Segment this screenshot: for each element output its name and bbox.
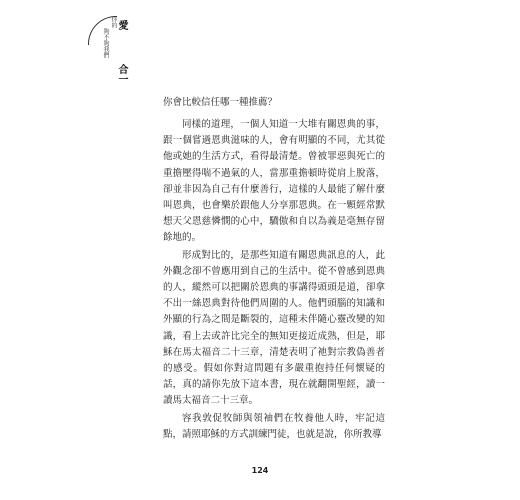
header-subtitle: 夠不夠我們 — [102, 28, 109, 58]
running-header — [88, 14, 130, 104]
body-text — [163, 96, 385, 443]
header-title-main: 愛 — [116, 20, 127, 30]
page-number: 124 — [251, 466, 269, 475]
question-heading: 你會比較信任哪一種推薦？ — [163, 97, 278, 108]
paragraph-2: 形成對比的，是那些知道有關恩典訊息的人，此外觀念卻不曾應用到自己的生活中。從不曾感到恩典的人，縱然可以把關於恩典的事講得頭頭是道，卻拿不出一絲恩典對待他們周圍的人。他們頭腦的知識和外顯的行為之間是斷裂的，這種未伴隨心靈改變的知識，看上去或許比完全的無知更接近成熟，但是，耶穌在馬太福音二十三章，清楚表明了祂對宗教偽善者的感受。假如你對這問題有多嚴重抱持任何懷疑的話，真的請你先放下這本書，現在就翻開聖經，讀一讀馬太福音二十三章。 — [163, 249, 385, 407]
header-title — [116, 20, 126, 30]
paragraph-3: 容我敦促牧師與領袖們在牧養他人時，牢記這點，請照耶穌的方式訓練門徒，也就是說，你所教導 — [163, 412, 385, 440]
paragraph-1: 同樣的道理，一個人知道一大堆有關恩典的事，跟一個嘗過恩典滋味的人，會有明顯的不同，尤其從他或她的生活方式，看得最清楚。曾被罪惡與死亡的重擔壓得喘不過氣的人，當那重擔頓時從肩上脫落，卻並非因為自己有什麼善行，這樣的人最能了解什麼叫恩典，也會樂於跟他人分享那恩典。在一顆經常默想天父恩慈憐憫的心中，驕傲和自以為義是毫無存留餘地的。 — [163, 119, 385, 244]
header-small-label: 你的 — [110, 16, 117, 28]
header-title-2: 合一 — [116, 64, 127, 84]
